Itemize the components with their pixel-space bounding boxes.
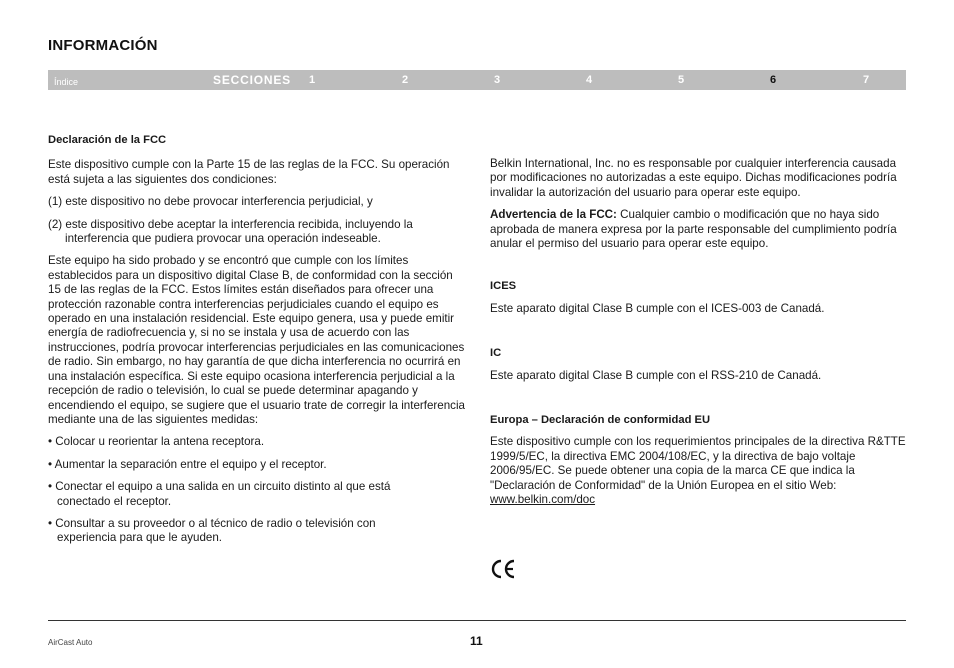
measure-item-3: • Conectar el equipo a una salida en un circuito distinto al que está conectado el receptor.	[48, 480, 391, 508]
section-nav-bar	[48, 70, 906, 90]
nav-index-link[interactable]: Índice	[54, 77, 79, 87]
nav-section-3[interactable]: 3	[493, 74, 501, 86]
page-number: 11	[470, 634, 483, 648]
nav-section-1[interactable]: 1	[308, 74, 316, 86]
measure-item-1: • Colocar u reorientar la antena receptora.	[48, 435, 265, 449]
eu-text-body: Este dispositivo cumple con los requerimientos principales de la directiva R&TTE 1999/5/EC, la directiva EMC 2004/108/EC, y la directiva de bajo voltaje 2006/95/EC. Se puede obtener una copia de la marca CE que indica la "Declaración de Conformidad" de la Unión Europea en el sitio Web:	[490, 435, 906, 492]
eu-text	[490, 435, 910, 507]
footer-divider	[48, 620, 906, 621]
eu-heading: Europa – Declaración de conformidad EU	[490, 414, 711, 427]
ices-heading: ICES	[490, 280, 517, 293]
ic-text: Este aparato digital Clase B cumple con el RSS-210 de Canadá.	[490, 368, 822, 382]
footer-product-name: AirCast Auto	[48, 638, 93, 647]
fcc-condition-1: (1) este dispositivo no debe provocar interferencia perjudicial, y	[48, 195, 373, 209]
fcc-warning-text: Cualquier cambio o modificación que no haya sido aprobada de manera expresa por la parte responsable del cumplimiento podría anular el permiso del usuario para operar este equipo.	[490, 208, 897, 251]
measure-item-2: • Aumentar la separación entre el equipo y el receptor.	[48, 457, 327, 471]
nav-section-6[interactable]: 6	[769, 74, 777, 86]
nav-section-5[interactable]: 5	[677, 74, 685, 86]
ices-text: Este aparato digital Clase B cumple con el ICES-003 de Canadá.	[490, 301, 825, 315]
fcc-warning-label: Advertencia de la FCC:	[490, 208, 617, 222]
fcc-intro: Este dispositivo cumple con la Parte 15 de las reglas de la FCC. Su operación está sujeta a las siguientes dos condiciones:	[48, 158, 450, 186]
belkin-disclaimer: Belkin International, Inc. no es responsable por cualquier interferencia causada por modificaciones no autorizadas a este equipo. Dichas modificaciones podría invalidar la autorización del usuario para operar este equipo.	[490, 157, 897, 199]
fcc-body: Este equipo ha sido probado y se encontró que cumple con los límites establecidos para un dispositivo digital Clase B, de conformidad con la sección 15 de las reglas de la FCC. Estos límites están diseñados para ofrecer una protección razonable contra interferencias perjudiciales cuando el equipo es operado en una instalación residencial. Este equipo genera, usa y puede emitir energía de radiofrecuencia y, si no se instala y usa de acuerdo con las instrucciones, podría provocar interferencias perjudiciales en las comunicaciones de radio. Sin embargo, no hay garantía de que dicha interferencia no ocurrirá en una instalación específica. Si este equipo ocasiona interferencia perjudicial a la recepción de radio o televisión, lo cual se puede determinar apagando y encendiendo el equipo, se sugiere que el usuario trate de corregir la interferencia mediante una de las siguientes medidas:	[48, 254, 465, 426]
fcc-warning	[490, 208, 910, 251]
ce-mark-icon	[490, 558, 516, 580]
left-column	[48, 133, 468, 546]
page-title: INFORMACIÓN	[48, 37, 158, 54]
fcc-heading: Declaración de la FCC	[48, 134, 167, 146]
nav-section-4[interactable]: 4	[585, 74, 593, 86]
nav-section-7[interactable]: 7	[862, 74, 870, 86]
ic-heading: IC	[490, 347, 502, 360]
belkin-doc-link[interactable]: www.belkin.com/doc	[490, 493, 596, 507]
nav-section-2[interactable]: 2	[401, 74, 409, 86]
measure-item-4: • Consultar a su proveedor o al técnico de radio o televisión con experiencia para que le ayuden.	[48, 516, 376, 545]
right-column	[490, 157, 910, 508]
nav-sections-label: SECCIONES	[213, 73, 291, 87]
fcc-condition-2: (2) este dispositivo debe aceptar la interferencia recibida, incluyendo la interferencia que pudiera provocar una operación indeseable.	[48, 217, 413, 246]
